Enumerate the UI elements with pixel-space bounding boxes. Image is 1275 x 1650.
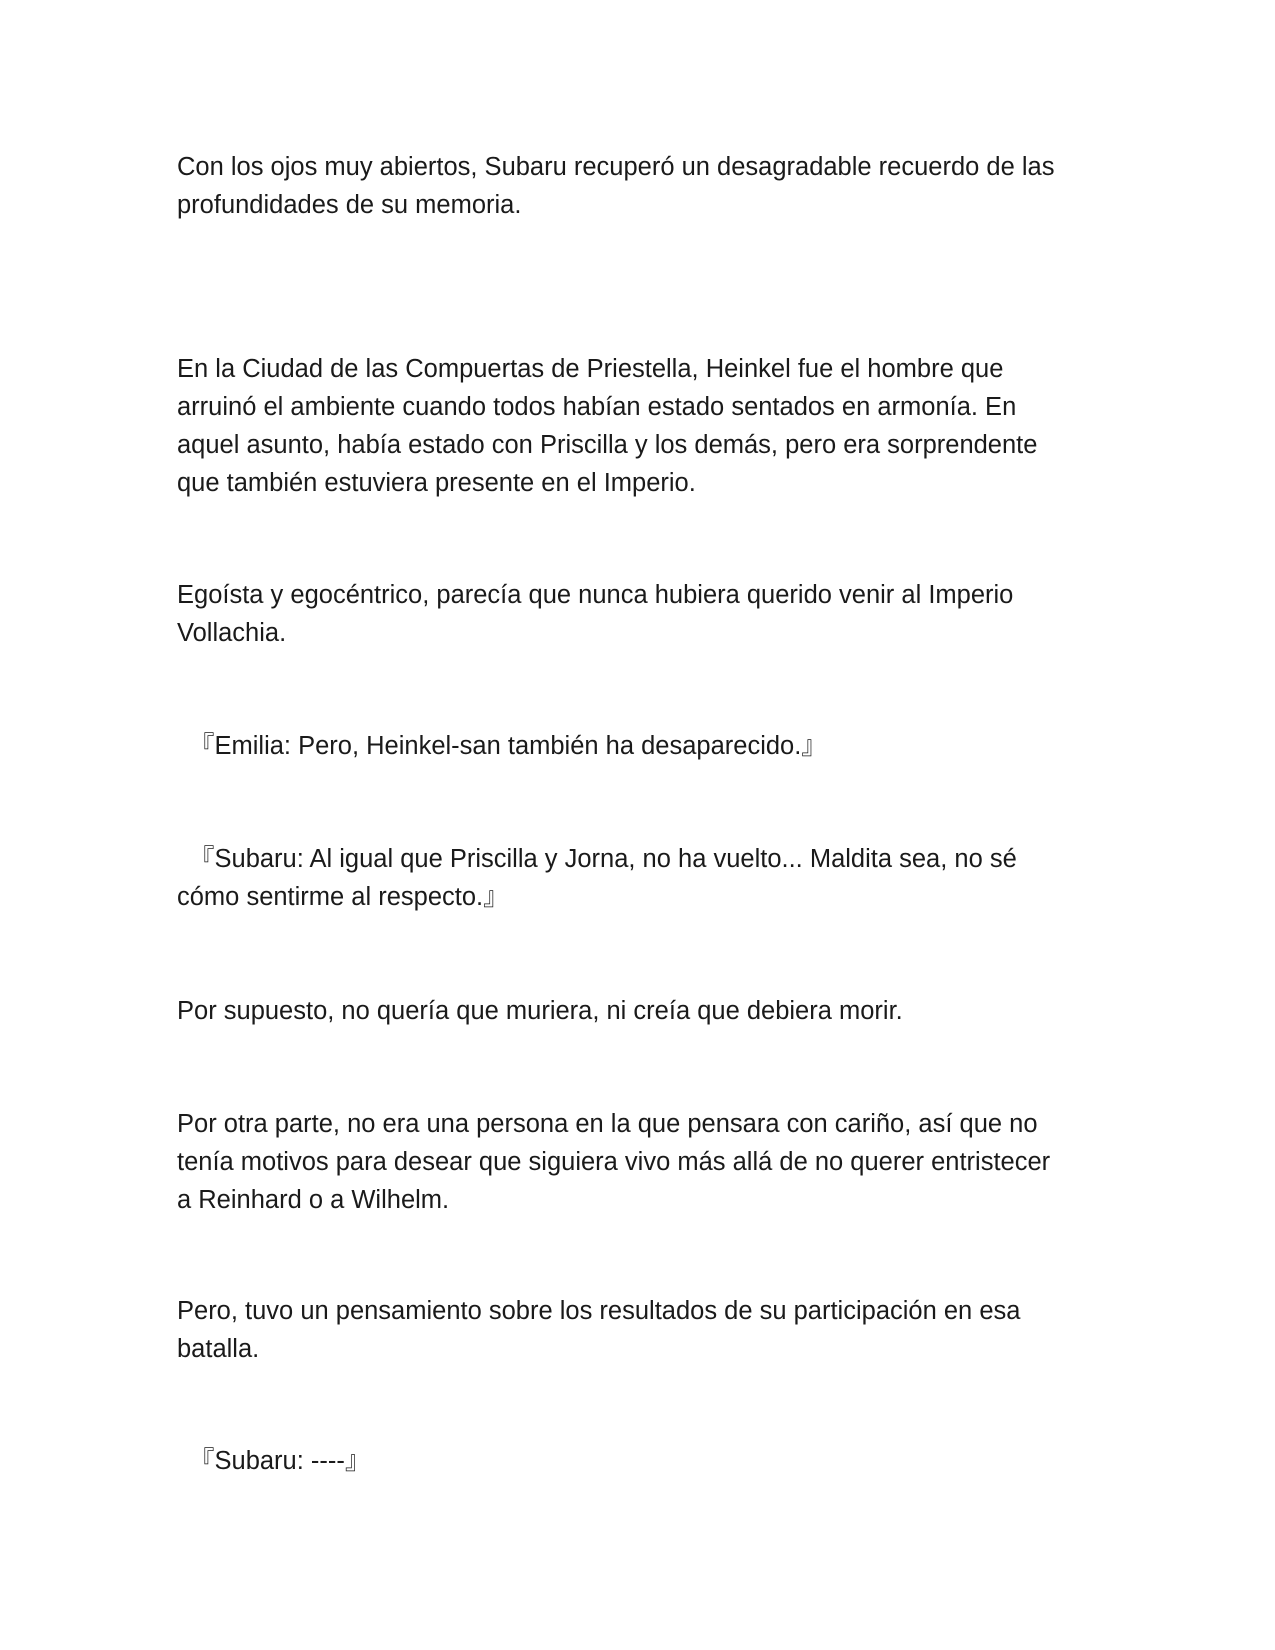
text-line: En la Ciudad de las Compuertas de Priestella, Heinkel fue el hombre que bbox=[177, 355, 1004, 383]
paragraph-1 bbox=[177, 148, 1107, 224]
text-line: tenía motivos para desear que siguiera vivo más allá de no querer entristecer bbox=[177, 1148, 1051, 1176]
text-line: profundidades de su memoria. bbox=[177, 191, 522, 219]
text-line: a Reinhard o a Wilhelm. bbox=[177, 1186, 450, 1214]
dialogue-line: cómo sentirme al respecto.』 bbox=[177, 883, 509, 911]
text-line: arruinó el ambiente cuando todos habían estado sentados en armonía. En bbox=[177, 393, 1017, 421]
paragraph-3 bbox=[177, 576, 1107, 652]
paragraph-2 bbox=[177, 350, 1107, 502]
paragraph-8 bbox=[177, 1292, 1107, 1368]
text-line: aquel asunto, había estado con Priscilla y los demás, pero era sorprendente bbox=[177, 431, 1038, 459]
dialogue-subaru-2 bbox=[177, 1442, 1107, 1480]
text-line: Por otra parte, no era una persona en la que pensara con cariño, así que no bbox=[177, 1110, 1038, 1138]
text-line: batalla. bbox=[177, 1335, 260, 1363]
text-line: Vollachia. bbox=[177, 619, 287, 647]
dialogue-line: 『Subaru: ----』 bbox=[189, 1447, 371, 1475]
text-line: Con los ojos muy abiertos, Subaru recuperó un desagradable recuerdo de las bbox=[177, 153, 1055, 181]
text-line: Egoísta y egocéntrico, parecía que nunca hubiera querido venir al Imperio bbox=[177, 581, 1014, 609]
text-line: que también estuviera presente en el Imperio. bbox=[177, 469, 696, 497]
paragraph-7 bbox=[177, 1105, 1107, 1219]
text-line: Pero, tuvo un pensamiento sobre los resultados de su participación en esa bbox=[177, 1297, 1021, 1325]
dialogue-line: 『Subaru: Al igual que Priscilla y Jorna, no ha vuelto... Maldita sea, no sé bbox=[189, 845, 1017, 873]
paragraph-6 bbox=[177, 992, 1107, 1030]
text-line: Por supuesto, no quería que muriera, ni creía que debiera morir. bbox=[177, 997, 903, 1025]
dialogue-subaru-1 bbox=[177, 840, 1107, 916]
dialogue-line: 『Emilia: Pero, Heinkel-san también ha desaparecido.』 bbox=[189, 732, 827, 760]
dialogue-emilia bbox=[177, 727, 1107, 765]
